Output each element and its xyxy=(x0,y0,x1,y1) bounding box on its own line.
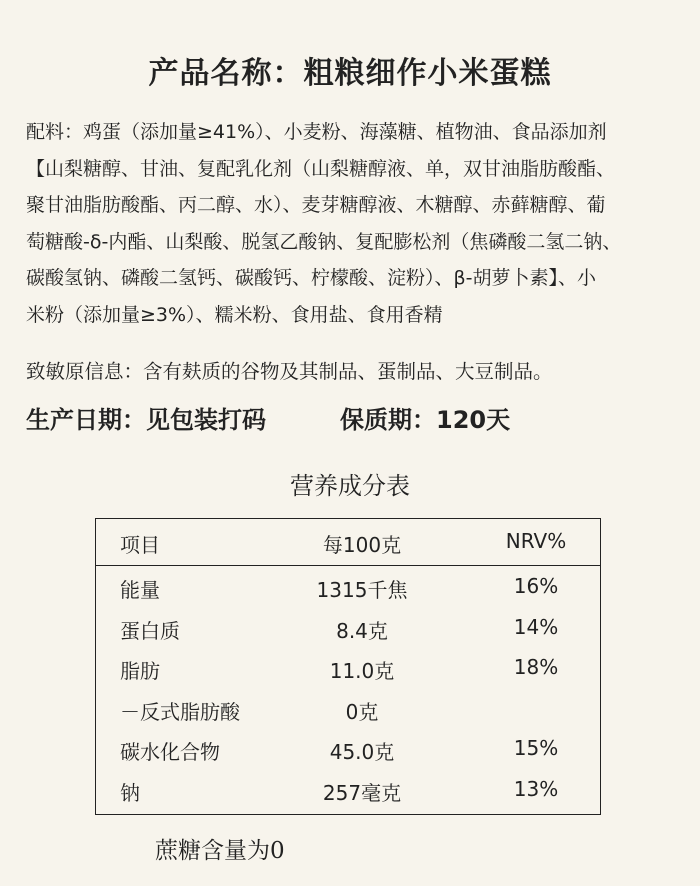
row-transfat-value: 0克 xyxy=(345,700,379,724)
row-carbs-nrv: 15% xyxy=(513,736,559,760)
sucrose-note: 蔗糖含量为0 xyxy=(155,838,285,864)
row-sodium-value: 257毫克 xyxy=(322,781,402,805)
row-protein-value: 8.4克 xyxy=(336,619,388,643)
header-per100g: 每100克 xyxy=(322,533,402,557)
nutrition-table-title: 营养成分表 xyxy=(290,472,410,500)
header-divider xyxy=(96,565,600,566)
shelf-life: 保质期：120天 xyxy=(340,406,511,434)
row-energy-name: 能量 xyxy=(120,578,160,602)
row-fat-name: 脂肪 xyxy=(120,659,160,683)
row-fat-nrv: 18% xyxy=(513,655,559,679)
header-nrv: NRV% xyxy=(505,529,567,553)
date-info xyxy=(26,400,676,435)
row-sodium-name: 钠 xyxy=(120,781,140,805)
row-fat-value: 11.0克 xyxy=(329,659,395,683)
row-energy-nrv: 16% xyxy=(513,574,559,598)
ingredients-line: 碳酸氢钠、磷酸二氢钙、碳酸钙、柠檬酸、淀粉）、β-胡萝卜素】、小 xyxy=(26,267,596,289)
production-date: 生产日期：见包装打码 xyxy=(26,406,266,434)
ingredients-line: 聚甘油脂肪酸酯、丙二醇、水）、麦芽糖醇液、木糖醇、赤藓糖醇、葡 xyxy=(26,194,606,216)
row-protein-nrv: 14% xyxy=(513,615,559,639)
nutrition-table xyxy=(95,518,601,815)
ingredients-line: 米粉（添加量≥3%）、糯米粉、食用盐、食用香精 xyxy=(26,303,443,326)
row-carbs-value: 45.0克 xyxy=(329,740,395,764)
ingredients-line: 配料：鸡蛋（添加量≥41%）、小麦粉、海藻糖、植物油、食品添加剂 xyxy=(26,121,607,143)
allergen-info: 致敏原信息：含有麸质的谷物及其制品、蛋制品、大豆制品。 xyxy=(26,360,553,383)
row-sodium-nrv: 13% xyxy=(513,777,559,801)
row-carbs-name: 碳水化合物 xyxy=(120,740,220,764)
row-energy-value: 1315千焦 xyxy=(316,578,408,602)
ingredients-text xyxy=(26,114,676,333)
product-name-title: 产品名称：粗粮细作小米蛋糕 xyxy=(148,56,552,91)
header-item: 项目 xyxy=(120,533,160,557)
ingredients-line: 【山梨糖醇、甘油、复配乳化剂（山梨糖醇液、单，双甘油脂肪酸酯、 xyxy=(26,157,616,180)
row-transfat-name: －反式脂肪酸 xyxy=(120,700,240,724)
ingredients-line: 萄糖酸-δ-内酯、山梨酸、脱氢乙酸钠、复配膨松剂（焦磷酸二氢二钠、 xyxy=(26,230,622,253)
row-protein-name: 蛋白质 xyxy=(120,619,180,643)
